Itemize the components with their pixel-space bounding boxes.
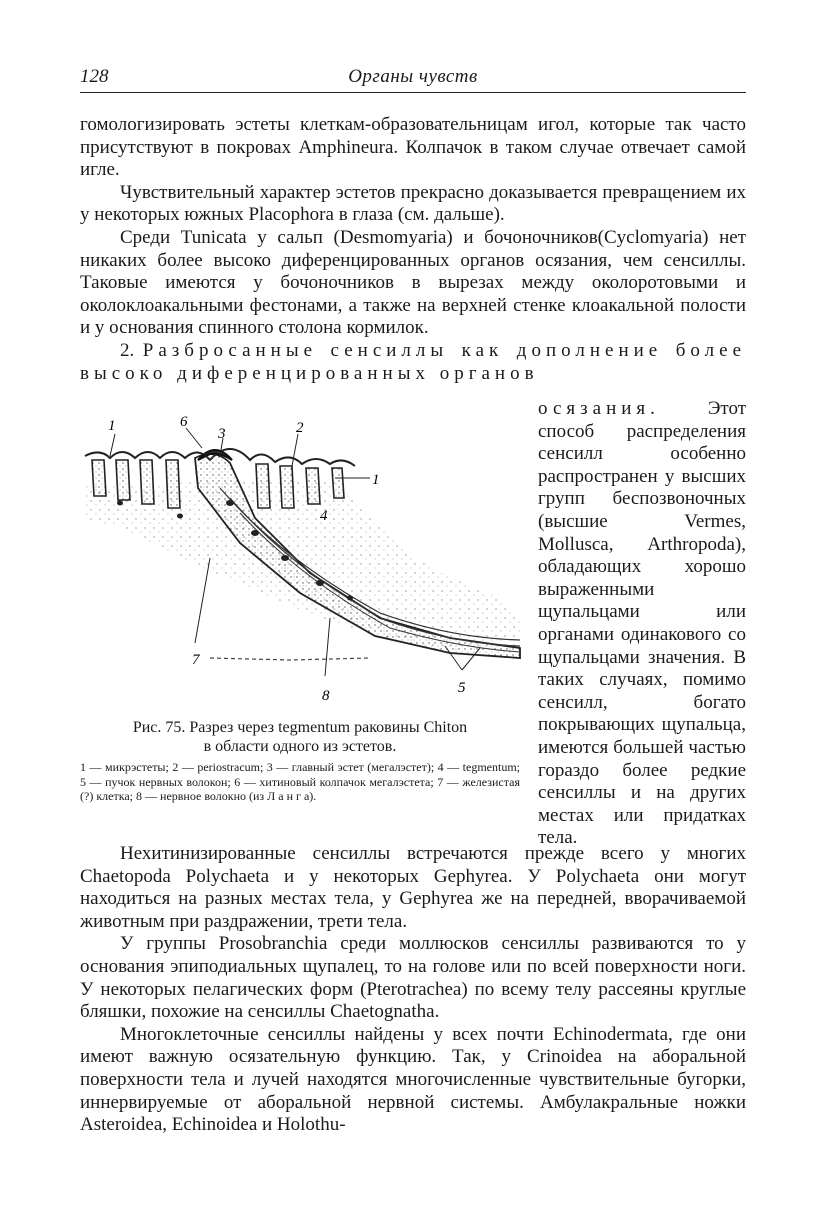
figure-label-1-right: 1 xyxy=(372,472,380,488)
paragraph-echinodermata: Многоклеточные сенсиллы найдены у всех почти Echinodermata, где они имеют важную осязательную функцию. Так, у Crinoidea на аборальной поверхности тела и лучей находятся многочисленные чувствительные бугорки, иннервируемые от аборальной нервной системы. Амбулакральные ножки Asteroidea, Echinoidea и Holothu- xyxy=(80,1023,746,1136)
figure-label-5: 5 xyxy=(458,680,466,696)
page-header xyxy=(80,66,746,93)
figure-caption xyxy=(80,718,520,756)
caption-line-2: в области одного из эстетов. xyxy=(203,738,397,755)
figure-label-4: 4 xyxy=(320,508,328,524)
caption-line-1: Рис. 75. Разрез через tegmentum раковины Chiton xyxy=(132,719,468,736)
paragraph-tunicata: Среди Tunicata у сальп (Desmomyaria) и бочоночников(Cyclomyaria) нет никаких более высоко диференцированных органов осязания, чем сенсиллы. Таковые имеются у бочоночников в вырезах между околоротовыми и околоклоакальными фестонами, а также на верхней стенке клоакальной полости и у основания спинного столона кормилок. xyxy=(80,226,746,339)
running-title: Органы чувств xyxy=(348,66,478,87)
figure-label-2: 2 xyxy=(296,420,304,436)
figure-legend: 1 — микрэстеты; 2 — periostracum; 3 — главный эстет (мегалэстет); 4 — tegmentum; 5 — пучок нервных волокон; 6 — хитиновый колпачок мегалэстета; 7 — железистая (?) клетка; 8 — нервное волокно (из Л а н г а). xyxy=(80,760,520,803)
paragraph-section-2 xyxy=(80,340,746,385)
chiton-section-illustration xyxy=(80,408,536,708)
section-heading-end: осязания. xyxy=(538,398,660,419)
top-text-block xyxy=(80,114,746,385)
figure-75 xyxy=(80,408,536,818)
figure-label-3: 3 xyxy=(218,426,226,442)
figure-label-1-top: 1 xyxy=(108,418,116,434)
figure-label-7: 7 xyxy=(192,652,200,668)
figure-label-6: 6 xyxy=(180,414,188,430)
side-paragraph: Этот способ распределения сенсилл особенно распространен у высших групп беспозвоночных (высшие Vermes, Mollusca, Arthropoda), обладающих хорошо выраженными щупальцами или органами одинакового со щупальцами значения. В таких случаях, помимо сенсилл, богато покрывающих щупальца, имеются большей частью гораздо более редкие сенсиллы и на других местах или придатках тела. xyxy=(538,398,746,849)
figure-label-8: 8 xyxy=(322,688,330,704)
section-heading-spaced: Разбросанные сенсиллы как дополнение более высоко диференцированных органов xyxy=(80,339,746,384)
side-column-text xyxy=(538,398,746,850)
paragraph-chaetopoda: Нехитинизированные сенсиллы встречаются прежде всего у многих Chaetopoda Polychaeta и у некоторых Gephyrea. У Polychaeta они могут находиться на разных местах тела, у Gephyrea же на передней, вворачиваемой животным при раздражении, трети тела. xyxy=(80,843,746,932)
paragraph-prosobranchia: У группы Prosobranchia среди моллюсков сенсиллы развиваются то у основания эпиподиальных щупалец, то на голове или по всей поверхности ноги. У некоторых пелагических форм (Pterotrachea) по всему телу рассеяны круглые бляшки, похожие на сенсиллы Chaetognatha. xyxy=(80,933,746,1023)
paragraph-continuation: гомологизировать эстеты клеткам-образовательницам игол, которые так часто присутствуют в покровах Amphineura. Колпачок в таком случае отвечает самой игле. xyxy=(80,114,746,181)
section-number: 2. xyxy=(120,339,135,361)
page-number: 128 xyxy=(80,66,109,87)
bottom-text-block xyxy=(80,843,746,1137)
paragraph-esthetes: Чувствительный характер эстетов прекрасно доказывается превращением их у некоторых южных Placophora в глаза (см. дальше). xyxy=(80,181,746,226)
